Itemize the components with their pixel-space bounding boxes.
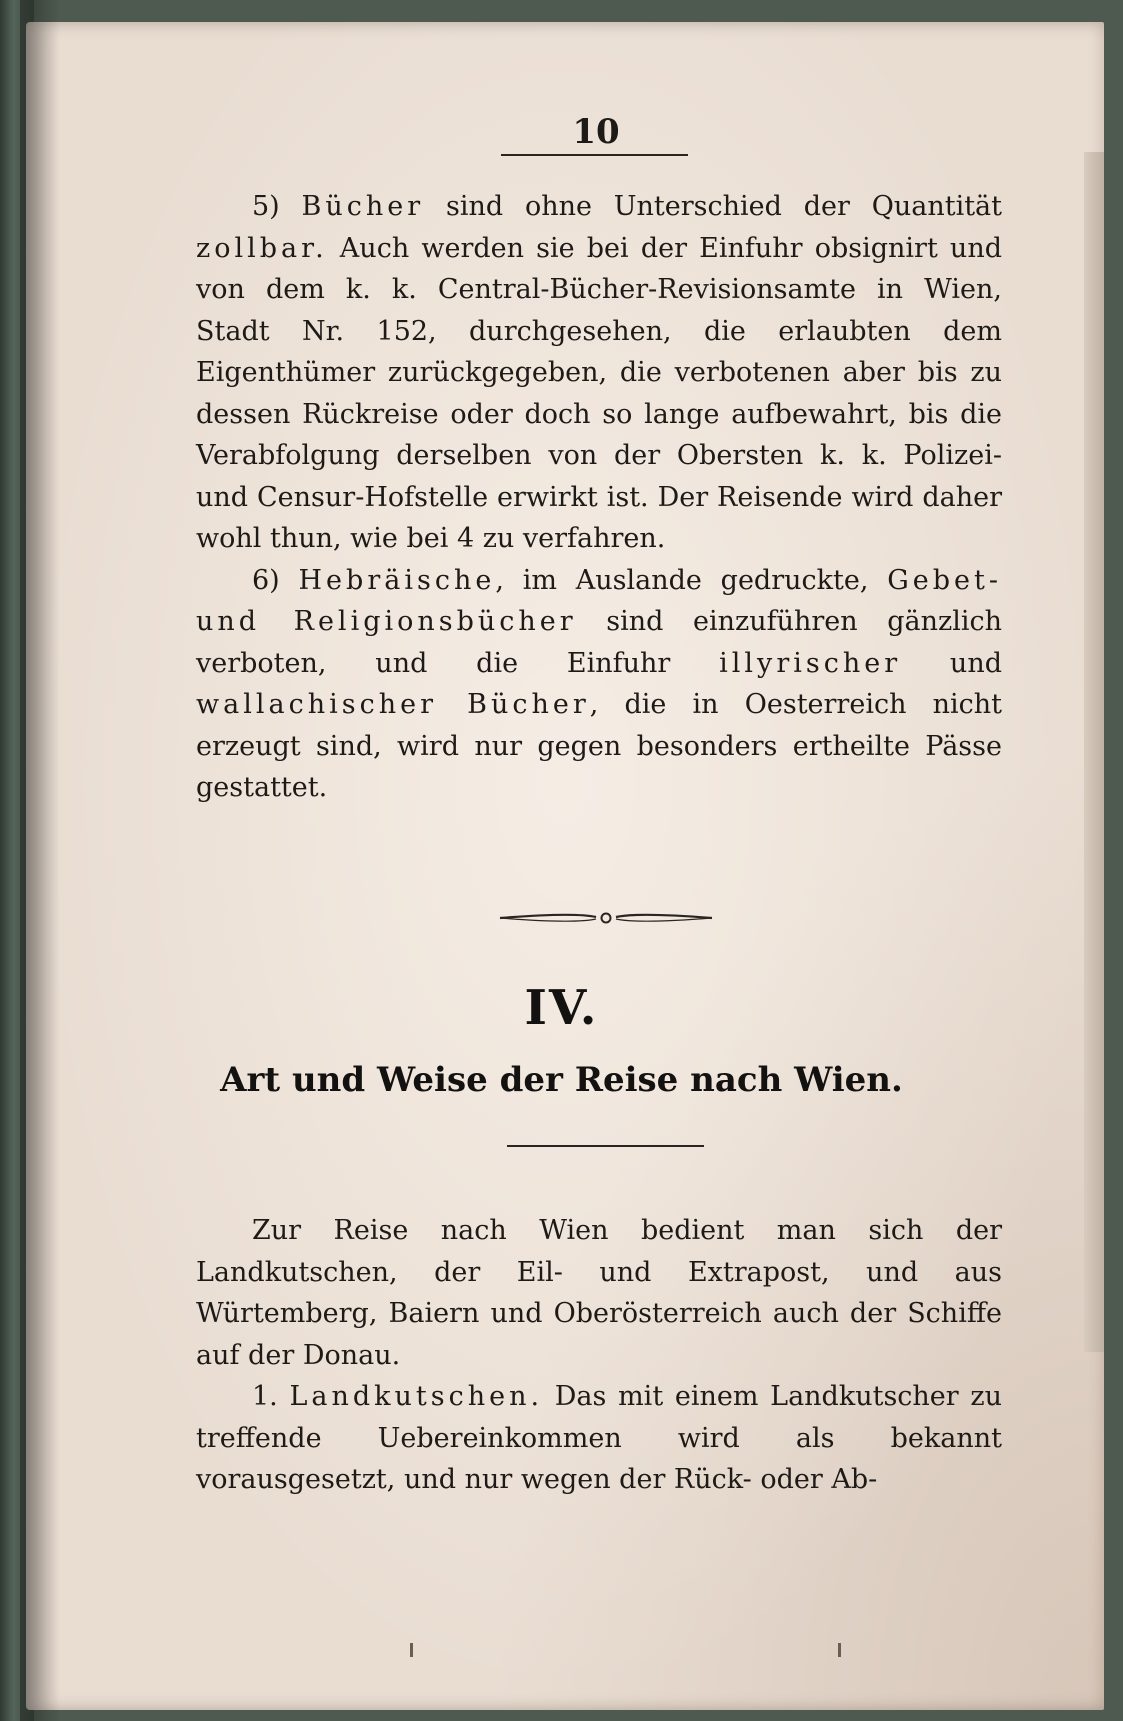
ornamental-divider [498,906,714,930]
emphasized-text: Gebet- und Religionsbücher [196,564,1002,637]
section-title: Art und Weise der Reise nach Wien. [220,1060,903,1100]
body-text-upper [196,186,1002,809]
text-run: , die in Oesterreich nicht erzeugt sind, wird nur gegen besonders ertheilte Pässe gestattet. [196,689,1002,803]
text-run: , im Auslande gedruckte, [495,564,888,596]
text-run: sind einzuführen gänzlich verboten, und die Einfuhr [196,606,1002,679]
emphasized-text: Bücher [301,191,425,222]
paragraph [196,1210,1002,1376]
paragraph [196,1376,1002,1501]
text-run: 5) [252,191,302,222]
text-run: und [901,647,1002,679]
emphasized-text: Hebräische [298,564,496,596]
page-fore-edge [1084,152,1104,1352]
text-run: sind ohne Unterschied der Quantität [424,191,1002,222]
section-number: IV. [524,980,599,1036]
body-text-lower [196,1210,1002,1501]
text-run: Auch werden sie bei der Einfuhr obsignirt und von dem k. k. Central-Bücher-Revisionsamte in Wien, Stadt Nr. 152, durchgesehen, die erlaubten dem Eigenthümer zurückgegeben, die verbotenen aber bis zu dessen Rückreise oder doch so lange aufbewahrt, bis die Verabfolgung derselben von der Obersten k. k. Polizei- und Censur-Hofstelle erwirkt ist. Der Reisende wird daher wohl thun, wie bei 4 zu verfahren. [196,232,1002,554]
text-run: 1. [252,1381,290,1412]
spine-shadow [20,0,60,1721]
emphasized-text: Landkutschen. [289,1381,544,1412]
text-run: Das mit einem Landkutscher zu treffende Uebereinkommen wird als bekannt vorausgesetzt, und nur wegen der Rück- oder Ab- [196,1381,1003,1495]
page-number: 10 [572,112,620,152]
print-marks [410,1643,840,1663]
emphasized-text: wallachischer Bücher [196,689,590,720]
text-run: 6) [252,564,299,596]
paragraph [196,560,1002,809]
emphasized-text: zollbar. [196,232,328,264]
title-rule [507,1145,704,1147]
header-rule [501,154,688,156]
paragraph [196,186,1002,560]
emphasized-text: illyrischer [719,647,902,679]
text-run: Zur Reise nach Wien bedient man sich der Landkutschen, der Eil- und Extrapost, und aus Würtemberg, Baiern und Oberösterreich auch der Schiffe auf der Donau. [196,1215,1002,1371]
